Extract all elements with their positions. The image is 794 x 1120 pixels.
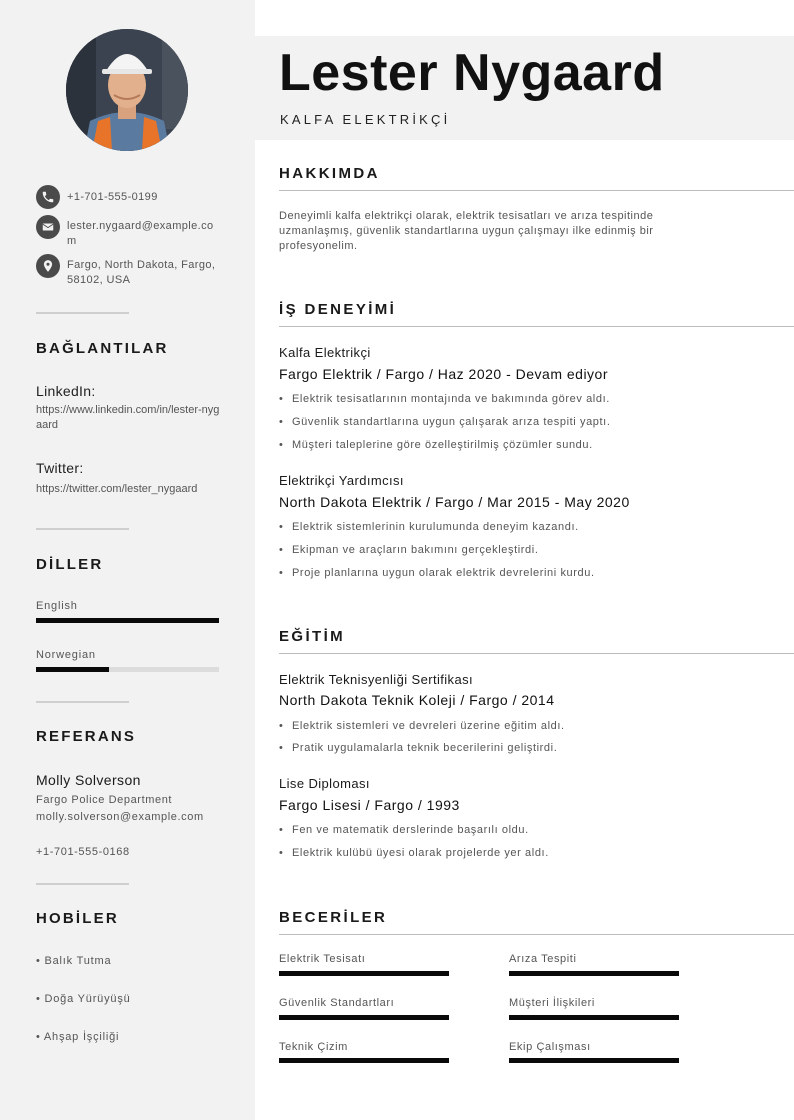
contact-address	[36, 254, 217, 288]
address-text: Fargo, North Dakota, Fargo, 58102, USA	[67, 259, 216, 286]
sidebar-divider	[36, 701, 129, 703]
hobby-item: • Ahşap İşçiliği	[36, 1031, 120, 1043]
twitter-label: Twitter:	[36, 460, 84, 476]
sidebar-divider	[36, 312, 129, 314]
education-bullet: • Elektrik sistemleri ve devreleri üzerine eğitim aldı.	[279, 720, 565, 732]
reference-phone: +1-701-555-0168	[36, 846, 130, 858]
section-rule	[279, 190, 794, 191]
hobby-item: • Doğa Yürüyüşü	[36, 993, 131, 1005]
education-heading: EĞİTİM	[279, 628, 346, 645]
experience-bullet: • Güvenlik standartlarına uygun çalışarak arıza tespiti yaptı.	[279, 416, 610, 428]
envelope-icon	[36, 215, 60, 239]
contact-email	[36, 215, 217, 249]
hobbies-heading: HOBİLER	[36, 910, 119, 927]
candidate-name: Lester Nygaard	[279, 44, 665, 102]
education-subtitle: Fargo Lisesi / Fargo / 1993	[279, 797, 460, 813]
section-rule	[279, 934, 794, 935]
education-bullet: • Elektrik kulübü üyesi olarak projelerde yer aldı.	[279, 847, 549, 859]
phone-text: +1-701-555-0199	[67, 191, 158, 203]
experience-subtitle: Fargo Elektrik / Fargo / Haz 2020 - Devam ediyor	[279, 366, 609, 382]
email-text: lester.nygaard@example.com	[67, 220, 214, 247]
skill-label: Güvenlik Standartları	[279, 997, 395, 1009]
skill-bar	[509, 1015, 679, 1020]
education-subtitle: North Dakota Teknik Koleji / Fargo / 2014	[279, 692, 555, 708]
about-text: Deneyimli kalfa elektrikçi olarak, elektrik tesisatları ve arıza tespitinde uzmanlaşmış, güvenlik standartlarına uygun çalışmayı ilke edinmiş bir profesyonelim.	[279, 210, 654, 252]
job-title: KALFA ELEKTRİKÇİ	[280, 112, 451, 127]
skill-label: Arıza Tespiti	[509, 953, 577, 965]
skill-label: Elektrik Tesisatı	[279, 953, 366, 965]
experience-subtitle: North Dakota Elektrik / Fargo / Mar 2015 - May 2020	[279, 494, 630, 510]
education-title: Elektrik Teknisyenliği Sertifikası	[279, 672, 473, 687]
experience-title: Kalfa Elektrikçi	[279, 345, 371, 360]
experience-bullet: • Elektrik sistemlerinin kurulumunda deneyim kazandı.	[279, 521, 579, 533]
reference-email: molly.solverson@example.com	[36, 811, 204, 823]
language-english-label: English	[36, 600, 78, 612]
contact-phone	[36, 185, 217, 209]
section-rule	[279, 326, 794, 327]
skills-heading: BECERİLER	[279, 909, 388, 926]
education-bullet: • Fen ve matematik derslerinde başarılı oldu.	[279, 824, 529, 836]
experience-bullet: • Elektrik tesisatlarının montajında ve bakımında görev aldı.	[279, 393, 610, 405]
experience-bullet: • Müşteri taleplerine göre özelleştirilmiş çözümler sundu.	[279, 439, 593, 451]
skill-bar	[279, 971, 449, 976]
language-english-bar	[36, 618, 219, 623]
section-rule	[279, 653, 794, 654]
links-heading: BAĞLANTILAR	[36, 340, 169, 357]
location-pin-icon	[36, 254, 60, 278]
skill-label: Teknik Çizim	[279, 1041, 348, 1053]
reference-name: Molly Solverson	[36, 772, 141, 788]
skill-label: Müşteri İlişkileri	[509, 997, 595, 1009]
linkedin-url[interactable]: https://www.linkedin.com/in/lester-nygaard	[36, 404, 220, 431]
experience-bullet: • Proje planlarına uygun olarak elektrik devrelerini kurdu.	[279, 567, 595, 579]
twitter-url[interactable]: https://twitter.com/lester_nygaard	[36, 483, 198, 495]
phone-icon	[36, 185, 60, 209]
profile-photo	[66, 29, 188, 151]
skill-bar	[509, 971, 679, 976]
skill-bar	[509, 1058, 679, 1063]
about-heading: HAKKIMDA	[279, 165, 380, 182]
skill-bar	[279, 1015, 449, 1020]
reference-organization: Fargo Police Department	[36, 794, 173, 806]
experience-heading: İŞ DENEYİMİ	[279, 301, 397, 318]
skill-label: Ekip Çalışması	[509, 1041, 591, 1053]
skill-bar	[279, 1058, 449, 1063]
experience-bullet: • Ekipman ve araçların bakımını gerçekleştirdi.	[279, 544, 538, 556]
sidebar-divider	[36, 883, 129, 885]
reference-heading: REFERANS	[36, 728, 137, 745]
education-title: Lise Diploması	[279, 776, 370, 791]
education-bullet: • Pratik uygulamalarla teknik becerilerini geliştirdi.	[279, 742, 557, 754]
linkedin-label: LinkedIn:	[36, 383, 96, 399]
worker-portrait-icon	[66, 29, 188, 151]
experience-title: Elektrikçi Yardımcısı	[279, 473, 404, 488]
languages-heading: DİLLER	[36, 556, 104, 573]
language-norwegian-bar	[36, 667, 219, 672]
hobby-item: • Balık Tutma	[36, 955, 112, 967]
language-norwegian-label: Norwegian	[36, 649, 96, 661]
sidebar-divider	[36, 528, 129, 530]
